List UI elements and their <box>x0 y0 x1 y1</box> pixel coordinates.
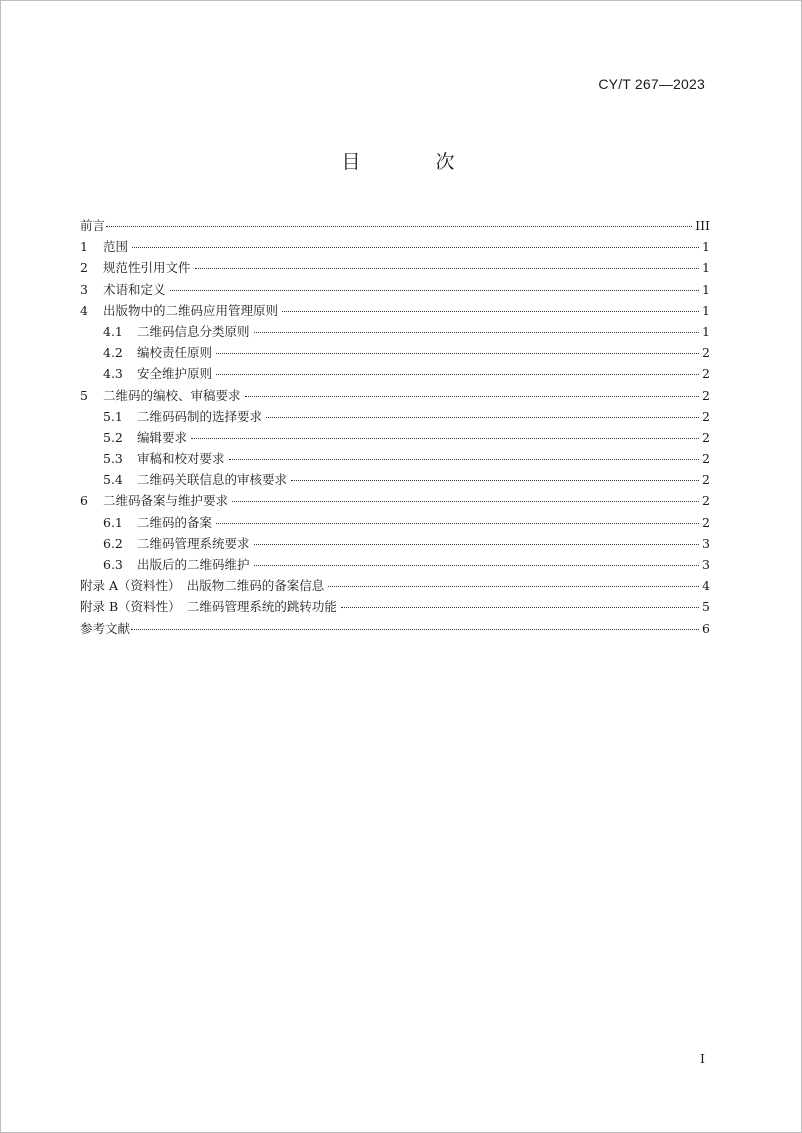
toc-entry-title: 二维码的编校、审稿要求 <box>103 387 241 403</box>
toc-entry-page: 2 <box>702 429 710 445</box>
toc-entry-page: 2 <box>702 345 710 361</box>
toc-entry[interactable] <box>80 216 710 237</box>
toc-dot-leader <box>254 565 699 566</box>
toc-entry-number: 5.4 <box>103 472 123 488</box>
toc-dot-leader <box>106 226 692 227</box>
toc-dot-leader <box>232 501 699 502</box>
toc-entry-title: 出版后的二维码维护 <box>137 557 250 572</box>
toc-entry-page: 2 <box>702 451 710 467</box>
toc-entry-number: 4.2 <box>103 345 123 361</box>
toc-entry-title: 二维码的备案 <box>137 514 213 530</box>
toc-entry-number: 2 <box>80 260 88 276</box>
toc-entry-page: 1 <box>702 239 710 255</box>
toc-dot-leader <box>245 396 699 397</box>
toc-entry[interactable] <box>80 364 710 385</box>
toc-entry[interactable] <box>80 237 710 258</box>
toc-dot-leader <box>191 438 699 439</box>
toc-entry-page: 2 <box>702 472 710 488</box>
toc-entry-number: 5.3 <box>103 451 123 467</box>
toc-entry-title: 二维码关联信息的审核要求 <box>137 472 288 488</box>
toc-entry-number: 6.2 <box>103 535 123 551</box>
toc-entry-title: 二维码管理系统要求 <box>137 535 250 551</box>
toc-dot-leader <box>216 374 699 375</box>
toc-title: 目 次 <box>341 151 483 173</box>
toc-entry[interactable] <box>80 619 710 640</box>
toc-entry-title: 术语和定义 <box>103 281 166 297</box>
toc-entry-page: 1 <box>702 323 710 339</box>
toc-entry-number: 4.1 <box>103 323 123 339</box>
toc-entry-number: 3 <box>80 281 88 297</box>
toc-dot-leader <box>229 459 699 460</box>
toc-dot-leader <box>266 417 699 418</box>
toc-entry-title: 审稿和校对要求 <box>137 451 225 467</box>
toc-entry[interactable] <box>80 449 710 470</box>
toc-entry[interactable] <box>80 322 710 343</box>
toc-entry[interactable] <box>80 280 710 301</box>
standard-code: CY/T 267—2023 <box>598 76 705 92</box>
toc-entry[interactable] <box>80 491 710 512</box>
toc-entry[interactable] <box>80 407 710 428</box>
toc-entry-page: 3 <box>702 535 710 551</box>
toc-entry-number: 5 <box>80 387 88 403</box>
page-number: I <box>700 1051 705 1066</box>
toc-entry[interactable] <box>80 576 710 597</box>
toc-entry-number: 6.1 <box>103 514 123 530</box>
toc-entry-number: 5.1 <box>103 408 123 424</box>
toc-entry-page: 2 <box>702 366 710 382</box>
toc-entry[interactable] <box>80 534 710 555</box>
toc-entry-page: 3 <box>702 557 710 572</box>
toc-entry-title: 二维码信息分类原则 <box>137 323 250 339</box>
toc-dot-leader <box>216 523 699 524</box>
toc-entry[interactable] <box>80 343 710 364</box>
toc-entry-title: 编校责任原则 <box>137 345 213 361</box>
toc-entry-number: 5.2 <box>103 429 123 445</box>
toc-entry[interactable] <box>80 428 710 449</box>
toc-entry-title: 规范性引用文件 <box>103 260 191 276</box>
toc-dot-leader <box>254 332 699 333</box>
toc-dot-leader <box>254 544 699 545</box>
toc-entry[interactable] <box>80 597 710 618</box>
toc-entry[interactable] <box>80 513 710 534</box>
toc-dot-leader <box>341 607 699 608</box>
toc-dot-leader <box>291 480 699 481</box>
toc-entry-page: 2 <box>702 493 710 509</box>
toc-entry-page: III <box>695 218 710 233</box>
toc-entry[interactable] <box>80 301 710 322</box>
toc-entry-page: 2 <box>702 408 710 424</box>
toc-entry-page: 6 <box>702 620 710 636</box>
toc-entry-title: 附录 B（资料性） 二维码管理系统的跳转功能 <box>80 599 337 615</box>
toc-entry-title: 前言 <box>80 218 106 233</box>
toc-entry[interactable] <box>80 470 710 491</box>
toc-entry-page: 4 <box>702 578 710 594</box>
toc-entry-page: 2 <box>702 514 710 530</box>
toc-entry-number: 4.3 <box>103 366 123 382</box>
toc-entry-title: 范围 <box>103 239 129 255</box>
toc-entry-title: 参考文献 <box>80 620 131 636</box>
toc-entry-title: 安全维护原则 <box>137 366 213 382</box>
toc-entry-number: 6.3 <box>103 557 123 572</box>
toc-dot-leader <box>132 247 699 248</box>
toc-entry-page: 5 <box>702 599 710 615</box>
toc-entry[interactable] <box>80 555 710 576</box>
toc-entry-page: 1 <box>702 260 710 276</box>
toc-entry-title: 二维码备案与维护要求 <box>103 493 229 509</box>
toc-dot-leader <box>216 353 699 354</box>
toc-entry-title: 出版物中的二维码应用管理原则 <box>103 302 279 318</box>
toc-entry-title: 二维码码制的选择要求 <box>137 408 263 424</box>
toc-entry-page: 2 <box>702 387 710 403</box>
toc-entry-page: 1 <box>702 281 710 297</box>
toc-entry-number: 6 <box>80 493 88 509</box>
toc-dot-leader <box>282 311 699 312</box>
toc-entry[interactable] <box>80 258 710 279</box>
toc-dot-leader <box>170 290 699 291</box>
toc-entry-title: 附录 A（资料性） 出版物二维码的备案信息 <box>80 578 325 594</box>
toc-entry-title: 编辑要求 <box>137 429 188 445</box>
toc-entry-number: 4 <box>80 302 88 318</box>
toc-dot-leader <box>195 268 699 269</box>
toc-dot-leader <box>131 629 699 630</box>
toc-entry[interactable] <box>80 386 710 407</box>
toc-entry-page: 1 <box>702 302 710 318</box>
table-of-contents <box>80 216 710 640</box>
toc-dot-leader <box>328 586 699 587</box>
toc-entry-number: 1 <box>80 239 88 255</box>
